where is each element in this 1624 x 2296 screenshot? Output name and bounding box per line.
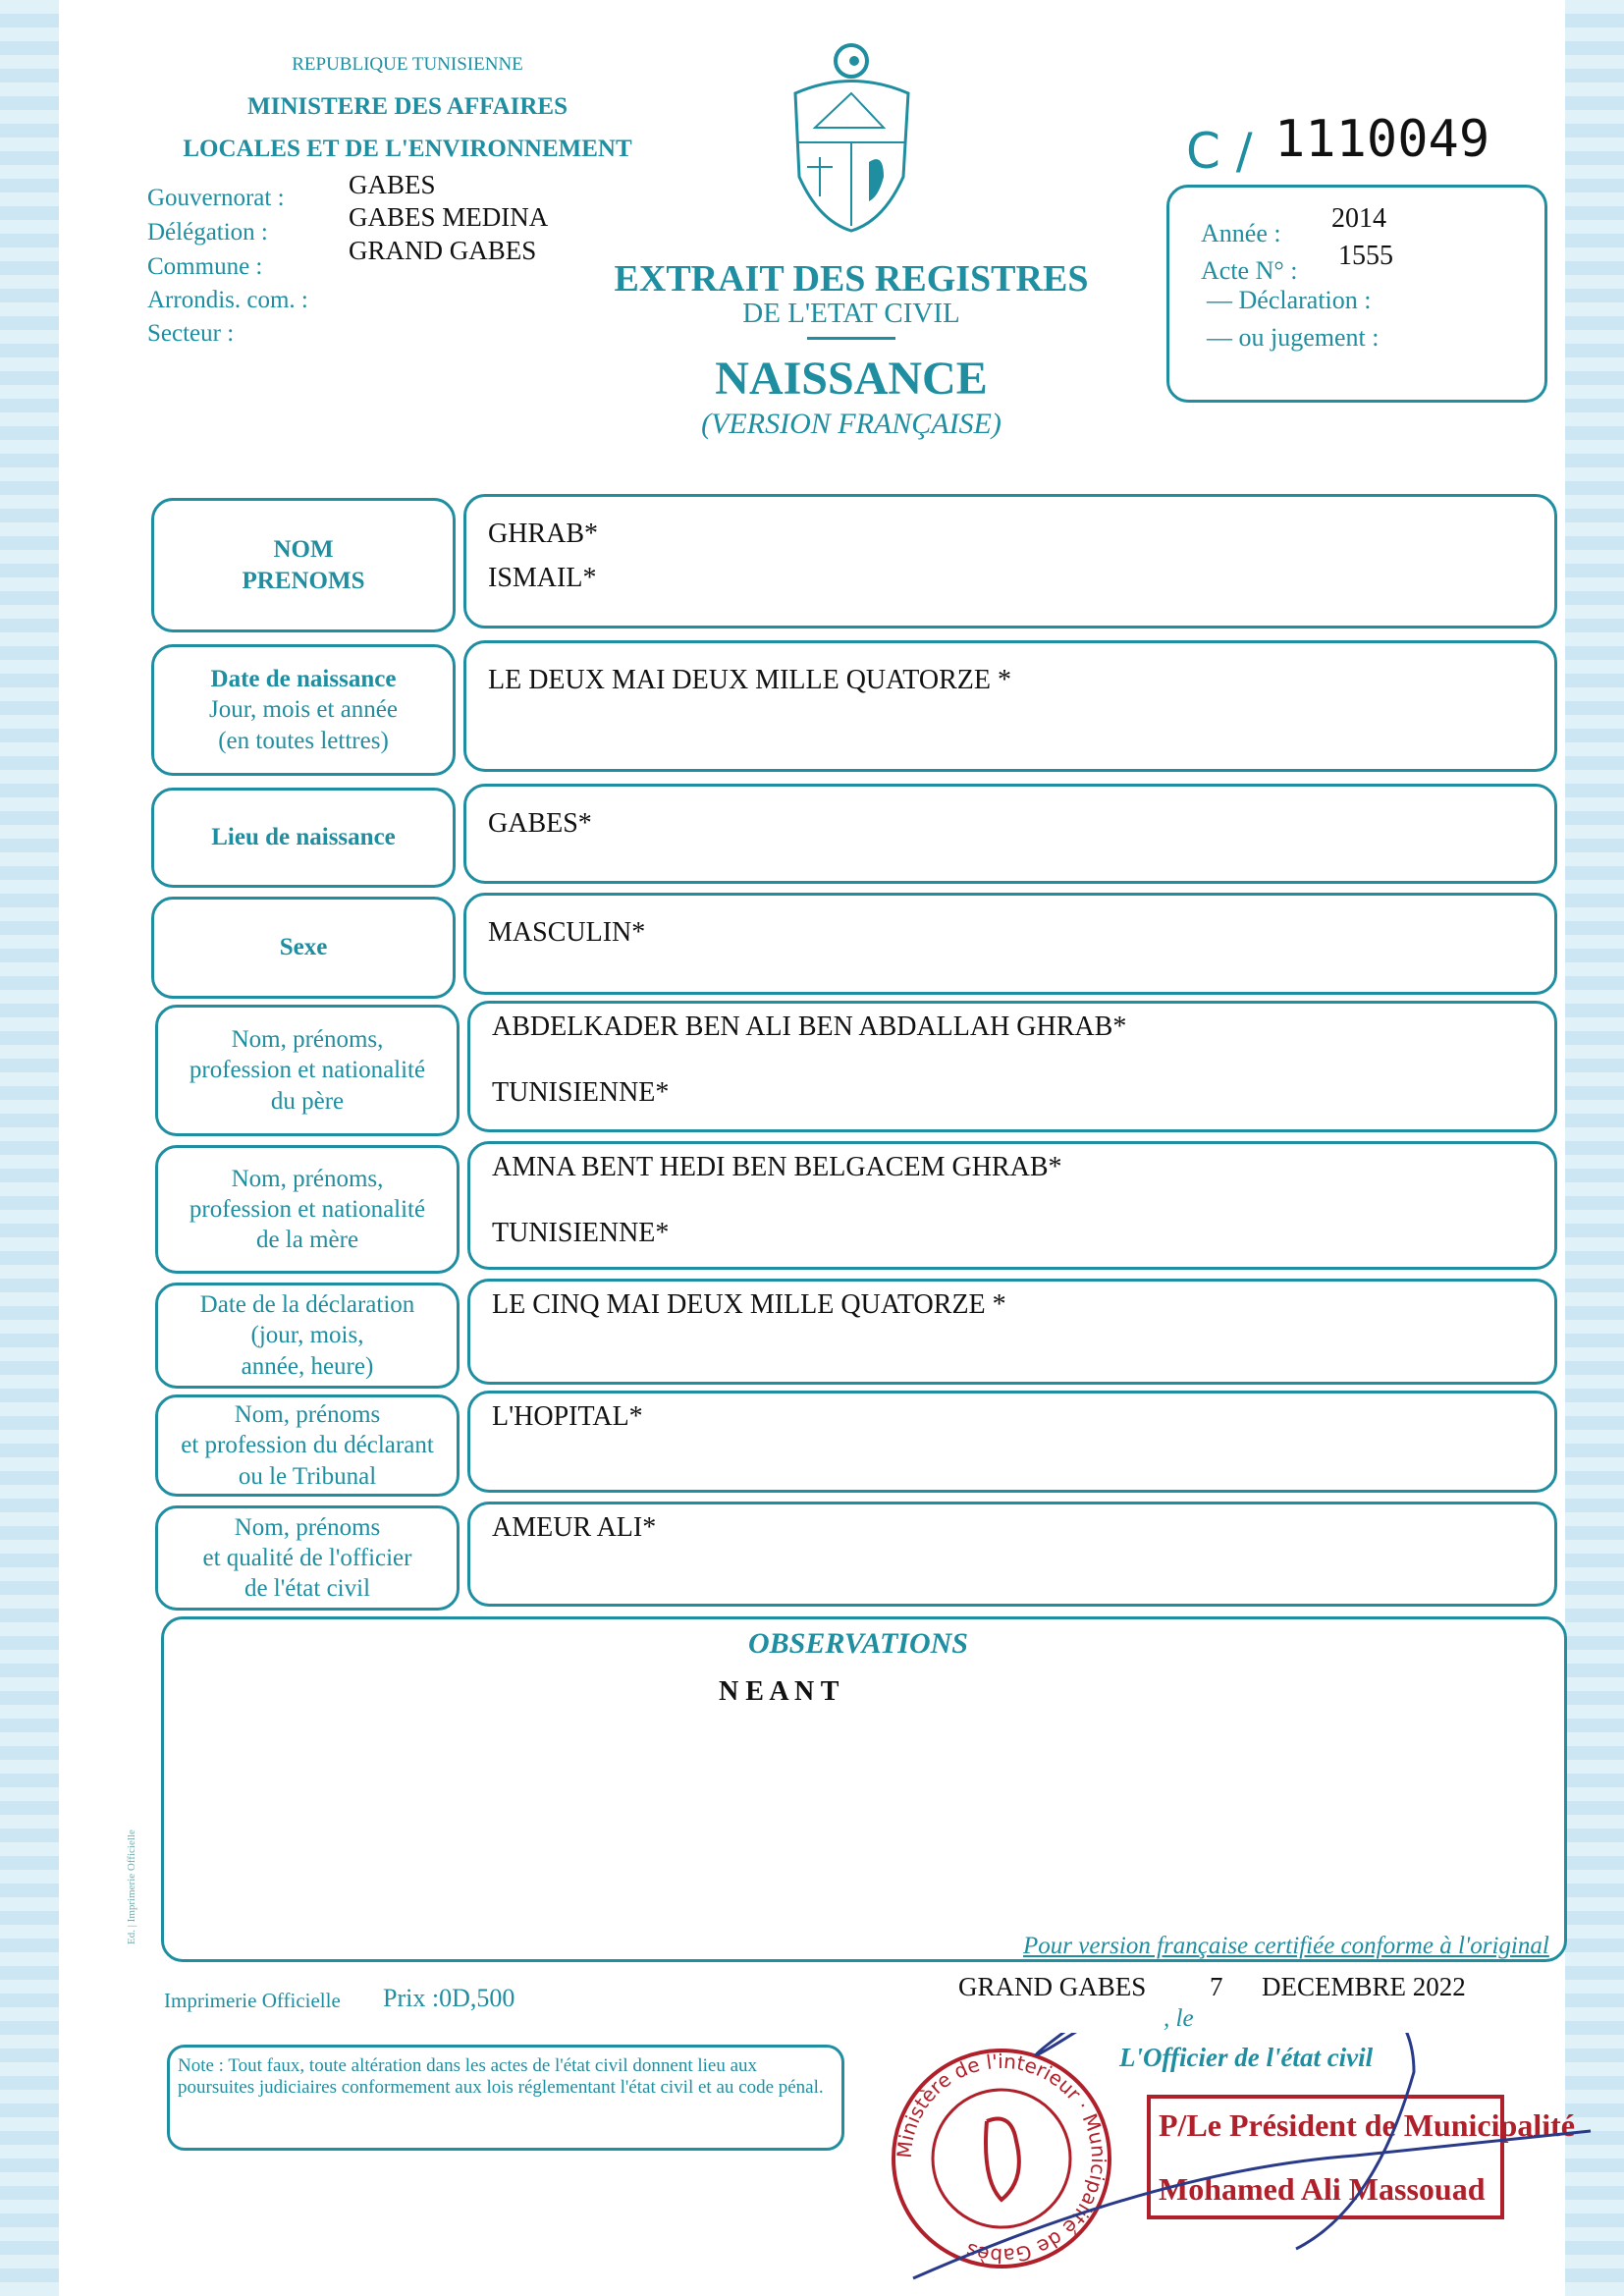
place: GRAND GABES xyxy=(958,1972,1147,2001)
field-value: TUNISIENNE* xyxy=(492,1076,670,1108)
field-label-line: de l'état civil xyxy=(244,1575,371,1603)
location-value: GRAND GABES xyxy=(349,236,537,265)
republic-label: REPUBLIQUE TUNISIENNE xyxy=(292,54,523,75)
ministry-line2: LOCALES ET DE L'ENVIRONNEMENT xyxy=(183,136,632,162)
location-label: Délégation : xyxy=(147,219,268,246)
location-value: GABES xyxy=(349,170,436,199)
field-label-line: profession et nationalité xyxy=(189,1057,426,1084)
field-value-box xyxy=(467,1141,1557,1270)
field-label-line: PRENOMS xyxy=(242,567,365,594)
field-label-line: Nom, prénoms xyxy=(234,1513,381,1541)
field-label-box xyxy=(151,788,456,888)
field-label-line: (en toutes lettres) xyxy=(218,727,389,754)
version-label: (VERSION FRANÇAISE) xyxy=(701,408,1001,440)
certified-text: Pour version française certifiée conforme à l'original xyxy=(1023,1933,1549,1959)
field-label-box xyxy=(151,644,456,776)
field-label-line: Nom, prénoms, xyxy=(231,1026,384,1054)
field-label-line: et profession du déclarant xyxy=(181,1432,434,1459)
field-label-line: Nom, prénoms xyxy=(234,1401,381,1429)
document-subtitle: DE L'ETAT CIVIL xyxy=(742,298,960,329)
field-label-line: Lieu de naissance xyxy=(211,824,396,851)
serial-number: 1110049 xyxy=(1274,110,1490,169)
jugement-label: — ou jugement : xyxy=(1207,323,1380,352)
printer-side-text: Ed. | Imprimerie Officielle xyxy=(126,1830,137,1944)
location-label: Arrondis. com. : xyxy=(147,287,308,313)
stamp-line2: Mohamed Ali Massouad xyxy=(1159,2171,1486,2207)
declaration-label: — Déclaration : xyxy=(1207,286,1372,314)
field-value-box xyxy=(463,640,1557,772)
location-value: GABES MEDINA xyxy=(349,202,549,232)
location-label: Gouvernorat : xyxy=(147,185,285,211)
field-label-line: Jour, mois et année xyxy=(208,696,398,724)
field-label-box xyxy=(151,498,456,632)
field-value: ISMAIL* xyxy=(488,562,597,593)
le-label: , le xyxy=(1164,2005,1194,2032)
field-value: LE DEUX MAI DEUX MILLE QUATORZE * xyxy=(488,665,1011,695)
date-month-year: DECEMBRE 2022 xyxy=(1262,1972,1466,2001)
note-box xyxy=(167,2045,844,2151)
field-value: AMEUR ALI* xyxy=(492,1512,657,1543)
field-value: AMNA BENT HEDI BEN BELGACEM GHRAB* xyxy=(492,1152,1062,1182)
field-label-box xyxy=(151,897,456,999)
printer-label: Imprimerie Officielle xyxy=(164,1989,341,2012)
field-value-box xyxy=(467,1502,1557,1607)
stamps-and-signature xyxy=(874,2033,1624,2296)
field-value-box xyxy=(467,1001,1557,1132)
field-label-line: du père xyxy=(270,1087,345,1115)
document-title: EXTRAIT DES REGISTRES xyxy=(614,258,1089,300)
coat-of-arms-emblem xyxy=(785,39,918,236)
field-value-box xyxy=(467,1279,1557,1385)
round-stamp-text: Ministère de l'interieur · Municipalité de Gabès xyxy=(892,2049,1111,2269)
field-label-line: année, heure) xyxy=(241,1352,374,1380)
field-value: LE CINQ MAI DEUX MILLE QUATORZE * xyxy=(492,1289,1006,1320)
officer-label: L'Officier de l'état civil xyxy=(1119,2043,1374,2072)
annee-value: 2014 xyxy=(1331,203,1386,234)
observations-box xyxy=(161,1616,1567,1962)
field-value: MASCULIN* xyxy=(488,917,646,948)
field-label-line: de la mère xyxy=(255,1227,359,1254)
field-value: GABES* xyxy=(488,808,592,839)
field-label-line: Date de la déclaration xyxy=(199,1291,415,1319)
field-label-box xyxy=(155,1005,460,1136)
field-label-line: NOM xyxy=(273,536,334,564)
location-label: Commune : xyxy=(147,253,263,280)
stamp-line1: P/Le Président de Municipalité xyxy=(1159,2107,1575,2143)
field-value-box xyxy=(463,784,1557,884)
serial-prefix: C / xyxy=(1186,123,1253,180)
field-label-line: Nom, prénoms, xyxy=(231,1165,384,1192)
field-label-box xyxy=(155,1394,460,1497)
date-day: 7 xyxy=(1210,1972,1223,2001)
field-label-line: et qualité de l'officier xyxy=(202,1544,412,1571)
price-label: Prix :0D,500 xyxy=(383,1984,515,2012)
field-label-box xyxy=(155,1283,460,1389)
field-value-box xyxy=(463,494,1557,629)
field-label-line: profession et nationalité xyxy=(189,1195,426,1223)
act-reference-box xyxy=(1166,185,1547,403)
location-label: Secteur : xyxy=(147,320,235,347)
observations-title: OBSERVATIONS xyxy=(748,1627,968,1660)
field-label-box xyxy=(155,1505,460,1611)
legal-note: Note : Tout faux, toute altération dans les actes de l'état civil donnent lieu aux poursuites judiciaires conformement aux lois réglementant l'état civil et au code pénal. xyxy=(178,2055,824,2098)
security-border-left xyxy=(0,0,59,2296)
act-type: NAISSANCE xyxy=(715,353,988,405)
title-divider xyxy=(807,337,895,340)
field-label-box xyxy=(155,1145,460,1274)
annee-label: Année : xyxy=(1201,219,1281,247)
field-value-box xyxy=(463,893,1557,995)
observations-text: N E A N T xyxy=(719,1676,839,1707)
ministry-line1: MINISTERE DES AFFAIRES xyxy=(246,93,568,120)
field-label-line: Sexe xyxy=(279,934,328,961)
field-value: L'HOPITAL* xyxy=(492,1401,643,1432)
field-label-line: (jour, mois, xyxy=(250,1322,364,1349)
field-value-box xyxy=(467,1391,1557,1493)
security-border-right xyxy=(1565,0,1624,2296)
field-value: GHRAB* xyxy=(488,519,599,549)
field-label-line: Date de naissance xyxy=(210,666,397,693)
field-value: ABDELKADER BEN ALI BEN ABDALLAH GHRAB* xyxy=(492,1011,1127,1042)
field-value: TUNISIENNE* xyxy=(492,1217,670,1248)
acte-value: 1555 xyxy=(1338,241,1393,271)
field-label-line: ou le Tribunal xyxy=(238,1462,377,1490)
acte-label: Acte N° : xyxy=(1201,256,1298,285)
